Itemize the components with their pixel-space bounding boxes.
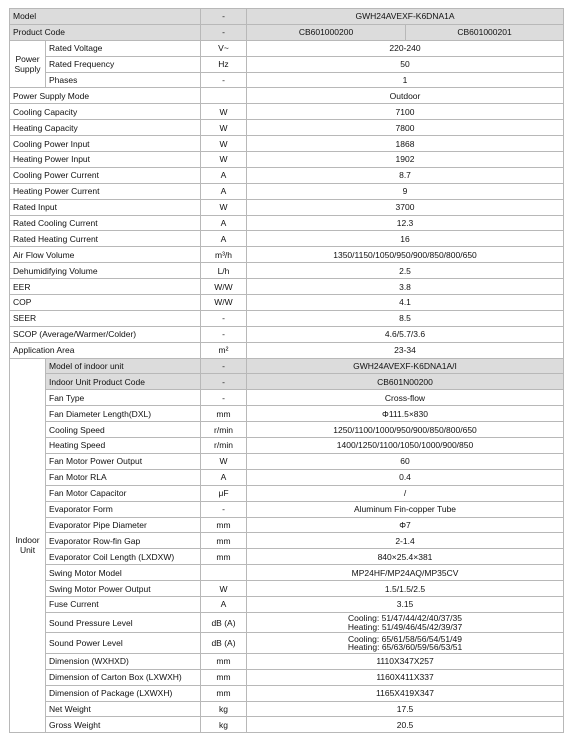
spec-row	[10, 633, 564, 654]
row-unit: -	[201, 72, 247, 88]
row-label: Dimension (WXHXD)	[46, 653, 201, 669]
row-label: Model	[10, 9, 201, 25]
row-product-code	[10, 24, 564, 40]
row-unit: r/min	[201, 438, 247, 454]
group-label-power-supply: Power Supply	[10, 40, 46, 88]
row-value: 3700	[247, 199, 564, 215]
row-label: Net Weight	[46, 701, 201, 717]
row-label: Cooling Power Input	[10, 136, 201, 152]
row-unit: A	[201, 596, 247, 612]
heating-value: Heating: 51/49/46/45/42/39/37	[347, 621, 463, 632]
row-unit: A	[201, 231, 247, 247]
cooling-value: Cooling: 51/47/44/42/40/37/35	[348, 613, 462, 624]
row-unit: V~	[201, 40, 247, 56]
row-label: Sound Pressure Level	[46, 612, 201, 633]
row-unit: mm	[201, 406, 247, 422]
row-model	[10, 9, 564, 25]
row-label: Air Flow Volume	[10, 247, 201, 263]
row-unit: W/W	[201, 295, 247, 311]
spec-row	[10, 310, 564, 326]
row-label: Application Area	[10, 342, 201, 358]
row-value: 1	[247, 72, 564, 88]
spec-row	[10, 438, 564, 454]
row-unit: A	[201, 469, 247, 485]
row-unit: A	[201, 183, 247, 199]
row-unit: dB (A)	[201, 633, 247, 654]
spec-row	[10, 152, 564, 168]
row-label: Power Supply Mode	[10, 88, 201, 104]
row-label: SCOP (Average/Warmer/Colder)	[10, 326, 201, 342]
row-label: Swing Motor Model	[46, 565, 201, 581]
row-label: Rated Frequency	[46, 56, 201, 72]
row-label: Swing Motor Power Output	[46, 581, 201, 597]
row-value	[247, 633, 564, 654]
row-value: 1350/1150/1050/950/900/850/800/650	[247, 247, 564, 263]
row-value: 1.5/1.5/2.5	[247, 581, 564, 597]
spec-row	[10, 56, 564, 72]
row-unit: μF	[201, 485, 247, 501]
row-unit: W	[201, 453, 247, 469]
row-label: Cooling Power Current	[10, 167, 201, 183]
spec-row	[10, 358, 564, 374]
row-label: COP	[10, 295, 201, 311]
row-value: CB601N00200	[247, 374, 564, 390]
spec-row	[10, 406, 564, 422]
row-unit: dB (A)	[201, 612, 247, 633]
row-value: 3.8	[247, 279, 564, 295]
spec-row	[10, 199, 564, 215]
row-unit: mm	[201, 685, 247, 701]
spec-row	[10, 104, 564, 120]
row-label: Fuse Current	[46, 596, 201, 612]
row-value: CB601000200	[247, 24, 406, 40]
row-value: 0.4	[247, 469, 564, 485]
spec-row	[10, 231, 564, 247]
row-unit: -	[201, 326, 247, 342]
row-unit: W/W	[201, 279, 247, 295]
row-value: 1902	[247, 152, 564, 168]
row-value: 23-34	[247, 342, 564, 358]
spec-row	[10, 717, 564, 733]
row-value: /	[247, 485, 564, 501]
row-label: Rated Voltage	[46, 40, 201, 56]
row-label: Cooling Capacity	[10, 104, 201, 120]
row-value: 50	[247, 56, 564, 72]
spec-row	[10, 295, 564, 311]
row-label: Rated Heating Current	[10, 231, 201, 247]
row-unit: W	[201, 104, 247, 120]
row-label: Heating Power Current	[10, 183, 201, 199]
row-unit: -	[201, 374, 247, 390]
spec-row	[10, 701, 564, 717]
row-label: Fan Type	[46, 390, 201, 406]
row-unit: W	[201, 120, 247, 136]
row-value: 840×25.4×381	[247, 549, 564, 565]
spec-row	[10, 120, 564, 136]
spec-row	[10, 88, 564, 104]
spec-row	[10, 533, 564, 549]
row-label: Evaporator Pipe Diameter	[46, 517, 201, 533]
spec-row	[10, 453, 564, 469]
row-value: Aluminum Fin-copper Tube	[247, 501, 564, 517]
row-value: 4.1	[247, 295, 564, 311]
cooling-value: Cooling: 65/61/58/56/54/51/49	[348, 633, 462, 644]
row-label: Rated Cooling Current	[10, 215, 201, 231]
row-label: Fan Diameter Length(DXL)	[46, 406, 201, 422]
row-unit: r/min	[201, 422, 247, 438]
row-value: 1400/1250/1100/1050/1000/900/850	[247, 438, 564, 454]
row-label: Gross Weight	[46, 717, 201, 733]
spec-row	[10, 653, 564, 669]
row-label: Sound Power Level	[46, 633, 201, 654]
row-unit: m²	[201, 342, 247, 358]
row-label: Dimension of Carton Box (LXWXH)	[46, 669, 201, 685]
spec-row	[10, 517, 564, 533]
row-label: Fan Motor Power Output	[46, 453, 201, 469]
row-value: 12.3	[247, 215, 564, 231]
row-label: Dehumidifying Volume	[10, 263, 201, 279]
row-value: 8.7	[247, 167, 564, 183]
row-value: 60	[247, 453, 564, 469]
row-value: 7100	[247, 104, 564, 120]
row-unit: -	[201, 24, 247, 40]
row-value: Cross-flow	[247, 390, 564, 406]
row-unit: -	[201, 358, 247, 374]
spec-row	[10, 596, 564, 612]
row-value: 1250/1100/1000/950/900/850/800/650	[247, 422, 564, 438]
row-unit: -	[201, 501, 247, 517]
spec-row	[10, 549, 564, 565]
row-unit: -	[201, 9, 247, 25]
row-value: 1160X411X337	[247, 669, 564, 685]
heating-value: Heating: 65/63/60/59/56/53/51	[347, 642, 463, 653]
row-value: CB601000201	[406, 24, 564, 40]
row-label: Heating Speed	[46, 438, 201, 454]
row-value: GWH24AVEXF-K6DNA1A/I	[247, 358, 564, 374]
spec-row	[10, 167, 564, 183]
row-unit: mm	[201, 549, 247, 565]
row-unit: -	[201, 390, 247, 406]
row-unit: mm	[201, 533, 247, 549]
row-unit: A	[201, 215, 247, 231]
spec-table	[9, 8, 564, 733]
spec-row	[10, 326, 564, 342]
spec-row	[10, 581, 564, 597]
row-value: MP24HF/MP24AQ/MP35CV	[247, 565, 564, 581]
row-unit: A	[201, 167, 247, 183]
row-value: Outdoor	[247, 88, 564, 104]
row-value: 2.5	[247, 263, 564, 279]
spec-row	[10, 390, 564, 406]
spec-row	[10, 247, 564, 263]
row-value: 220-240	[247, 40, 564, 56]
row-value: GWH24AVEXF-K6DNA1A	[247, 9, 564, 25]
spec-row	[10, 342, 564, 358]
row-label: Evaporator Coil Length (LXDXW)	[46, 549, 201, 565]
group-label-indoor-unit: Indoor Unit	[10, 358, 46, 733]
row-unit: mm	[201, 653, 247, 669]
spec-row	[10, 40, 564, 56]
row-unit	[201, 565, 247, 581]
row-label: Product Code	[10, 24, 201, 40]
row-unit: kg	[201, 701, 247, 717]
row-unit: W	[201, 581, 247, 597]
row-label: Heating Power Input	[10, 152, 201, 168]
row-value: 2-1.4	[247, 533, 564, 549]
row-unit: kg	[201, 717, 247, 733]
spec-row	[10, 279, 564, 295]
row-value: 8.5	[247, 310, 564, 326]
spec-row	[10, 669, 564, 685]
row-unit: -	[201, 310, 247, 326]
row-value: 9	[247, 183, 564, 199]
spec-row	[10, 374, 564, 390]
row-label: Model of indoor unit	[46, 358, 201, 374]
row-unit: mm	[201, 669, 247, 685]
row-unit: W	[201, 136, 247, 152]
row-value: 1110X347X257	[247, 653, 564, 669]
row-value: 7800	[247, 120, 564, 136]
spec-row	[10, 136, 564, 152]
row-label: Dimension of Package (LXWXH)	[46, 685, 201, 701]
spec-row	[10, 263, 564, 279]
row-unit: mm	[201, 517, 247, 533]
row-value	[247, 612, 564, 633]
row-unit: m³/h	[201, 247, 247, 263]
row-unit: L/h	[201, 263, 247, 279]
row-value: 3.15	[247, 596, 564, 612]
row-value: 1165X419X347	[247, 685, 564, 701]
spec-row	[10, 469, 564, 485]
row-label: SEER	[10, 310, 201, 326]
row-label: Evaporator Row-fin Gap	[46, 533, 201, 549]
spec-row	[10, 565, 564, 581]
row-unit: W	[201, 199, 247, 215]
row-value: 17.5	[247, 701, 564, 717]
spec-row	[10, 72, 564, 88]
row-label: Indoor Unit Product Code	[46, 374, 201, 390]
row-unit	[201, 88, 247, 104]
row-label: Phases	[46, 72, 201, 88]
row-label: Rated Input	[10, 199, 201, 215]
row-label: Fan Motor Capacitor	[46, 485, 201, 501]
spec-row	[10, 215, 564, 231]
spec-row	[10, 501, 564, 517]
spec-row	[10, 685, 564, 701]
row-value: 1868	[247, 136, 564, 152]
row-value: 20.5	[247, 717, 564, 733]
row-label: Evaporator Form	[46, 501, 201, 517]
row-unit: W	[201, 152, 247, 168]
row-label: Fan Motor RLA	[46, 469, 201, 485]
row-value: Φ111.5×830	[247, 406, 564, 422]
spec-row	[10, 422, 564, 438]
row-value: 4.6/5.7/3.6	[247, 326, 564, 342]
row-label: Heating Capacity	[10, 120, 201, 136]
row-value: 16	[247, 231, 564, 247]
row-label: Cooling Speed	[46, 422, 201, 438]
row-value: Φ7	[247, 517, 564, 533]
spec-row	[10, 183, 564, 199]
spec-row	[10, 612, 564, 633]
row-label: EER	[10, 279, 201, 295]
spec-row	[10, 485, 564, 501]
row-unit: Hz	[201, 56, 247, 72]
